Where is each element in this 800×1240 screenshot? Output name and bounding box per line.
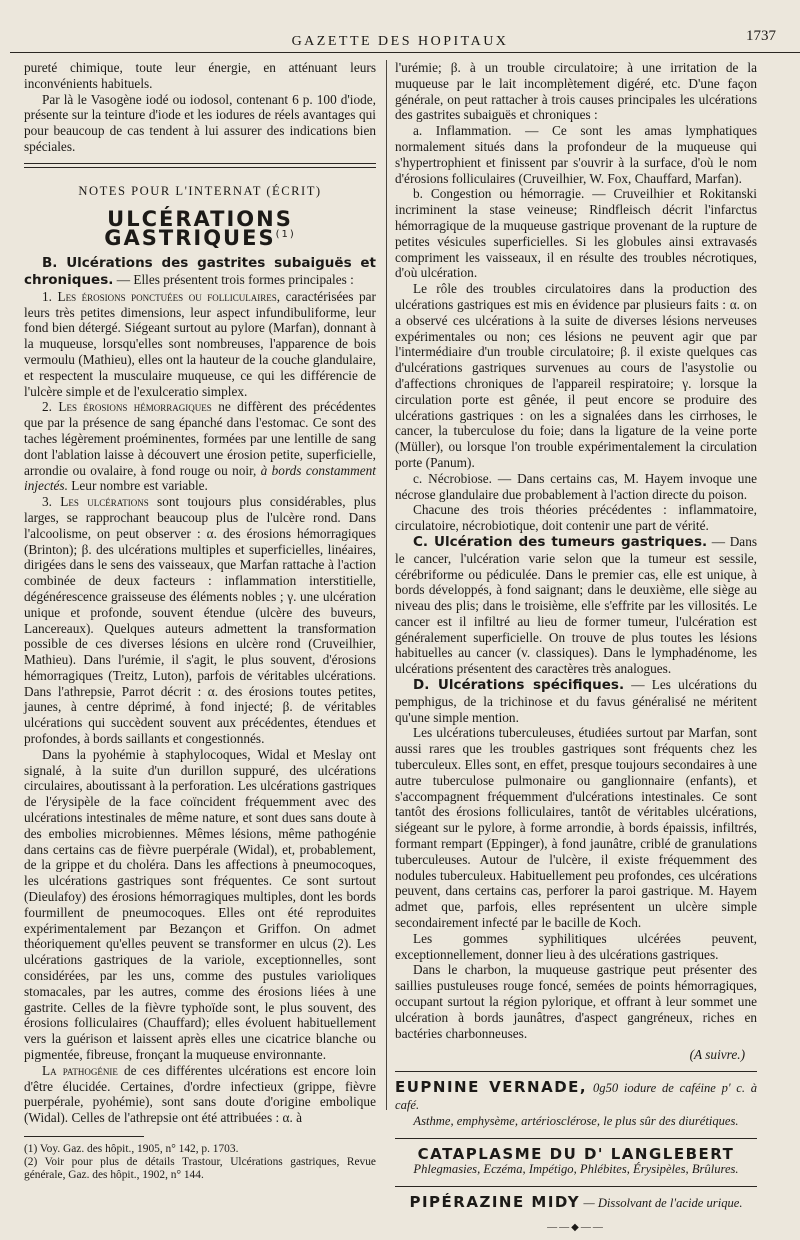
paragraph-syphilitiques: Les gommes syphilitiques ulcérées peuvent, exceptionnellement, donner lieu à des ulcérations gastriques. — [395, 930, 757, 962]
section-d-body: — Les ulcérations du pemphigus, de la trichinose et du favus généralisé ne méritent qu'une simple mention. — [395, 677, 757, 725]
paragraph-specifiques — [395, 677, 757, 725]
to-be-continued: (A suivre.) — [689, 1047, 745, 1063]
paragraph-tuberculeuses: Les ulcérations tuberculeuses, étudiées surtout par Marfan, sont aussi rares que les troubles gastriques sont fréquents chez les tuberculeux. Elles sont, en effet, presque toujours secondaires à une autre tuberculose pulmonaire ou ganglionnaire (enfants), et s'accompagnent fréquemment d'ulcérations intestinales. Ce sont tantôt des érosions folliculaires, tantôt de véritables ulcérations, siégeant sur le pylore, à forme arrondie, à bords épaissis, infiltrés, formant rempart (Eppinger), à fond jaunâtre, criblé de granulations tuberculeuses. Autour de l'ulcère, il existe fréquemment des nodules tuberculeux. Habituellement peu profondes, ces ulcérations peuvent, dans certains cas, perforer la paroi gastrique. M. Hayem admet que, parfois, elles représentent un ulcère simple secondairement infecté par le bacille de Koch. — [395, 725, 757, 931]
footnote-2: (2) Voir pour plus de détails Trastour, Ulcérations gastriques, Revue générale, Gaz. des hôpit., 1902, n° 144. — [24, 1156, 376, 1181]
left-column — [24, 60, 376, 1182]
article-title-ref: (1) — [275, 229, 296, 241]
paragraph-necrobiose: c. Nécrobiose. — Dans certains cas, M. Hayem invoque une nécrose glandulaire due probablement à l'action directe du poison. — [395, 470, 757, 502]
paragraph-pyohemie: Dans la pyohémie à staphylocoques, Widal et Meslay ont signalé, à la suite d'un durillon suppuré, des ulcérations circulaires, aboutissant à la perforation. Les ulcérations gastriques de l'érysipèle de la face coïncident fréquemment avec des ulcérations intestinales de même nature, et sont dues sans doute à des embolies microbiennes. Mêmes lésions, même pathogénie dans certains cas de fièvre puerpérale (Widal), et, probablement, de la grippe et du choléra. Dans les affections à pneumocoques, les ulcérations gastriques sont fréquentes. Ce sont surtout (Dieulafoy) des érosions hémorragiques multiples, dont les bords fourmillent de pneumocoques. Elles ont été reproduites expérimentalement par Bezançon et Griffon. On admet théoriquement qu'elles peuvent se transformer en ulcus (2). Les ulcérations gastriques de la variole, exceptionnelles, sont considérées, par les uns, comme des pustules varioliques stomacales, par les autres, comme des érosions liées à une gastrite. Celles de la fièvre typhoïde sont, le plus souvent, des érosions folliculaires (Chauffard); elles évoluent habituellement vers la guérison et laissent après elles une cicatrice blanche ou pigmentée, fibreuse, fronçant la muqueuse environnante. — [24, 746, 376, 1063]
section-c-title: C. Ulcération des tumeurs gastriques. — [413, 533, 708, 550]
paragraph-erosions-ponctuees — [24, 289, 376, 400]
paragraph-theories: Chacune des trois théories précédentes : inflammatoire, circulatoire, nécrobiotique, doit contenir une part de vérité. — [395, 502, 757, 534]
p2-tail: Leur nombre est variable. — [71, 478, 208, 494]
intro-paragraph-2: Par là le Vasogène iodé ou iodosol, contenant 6 p. 100 d'iode, présente sur la teinture d'iode et les iodures de réels avantages qui pour beaucoup de cas tendent à lui assurer des indications bien spéciales. — [24, 91, 376, 154]
ad-rule-2 — [395, 1138, 757, 1139]
p2-head: 2. Les érosions hémorragiques — [42, 399, 212, 415]
paragraph-pathogenie — [24, 1063, 376, 1126]
header-rule — [10, 52, 800, 53]
paragraph-charbon: Dans le charbon, la muqueuse gastrique peut présenter des saillies pustuleuses rouge foncé, semées de points hémorragiques, occupant surtout la région pylorique, et offrant à leur sommet une ulcération à bords jaunâtres, d'aspect gangréneux, riches en bactéries charbonneuses. — [395, 962, 757, 1041]
page-header — [20, 28, 780, 58]
p5-head: La pathogénie — [42, 1062, 118, 1078]
paragraph-troubles-circulatoires: Le rôle des troubles circulatoires dans la production des ulcérations gastriques est mis en évidence par plusieurs faits : α. on a observé ces ulcérations à la suite de diverses lésions nerveuses expérimentales ou non; ces lésions ne peuvent agir que par l'intermédiaire d'un trouble circulatoire; β. il existe quelques cas d'ulcérations gastriques survenues au cours de l'asystolie ou d'affections chroniques de l'appareil respiratoire; γ. lorsque la circulation porte est gênée, il peut encore se produire des ulcérations gastriques : on les a signalées dans les cirrhoses, le cancer, la tuberculose du foie; dans la ligature de la veine porte (Müller), ou lorsque l'on trouble expérimentalement la circulation porte (Panum). — [395, 281, 757, 470]
paragraph-erosions-hemorragiques — [24, 399, 376, 494]
right-column — [395, 60, 757, 1240]
ornament-divider: ——◆—— — [547, 1221, 605, 1233]
p3-body: sont toujours plus considérables, plus larges, se rapprochant beaucoup plus de l'ulcère rond. Dans l'alcoolisme, on peut observer : α. des érosions hémorragiques (Brinton); β. des ulcérations multiples et superficielles, linéaires, dirigées dans le sens des vaisseaux, que Marfan rattache à l'action combinée de deux facteurs : inflammation interstitielle, dégénérescence graisseuse des éléments nobles ; γ. une ulcération unique et profonde, souvent étendue (ulcère des buveurs, Lancereaux). Quelques auteurs admettent la transformation possible de ces diverses lésions en ulcère rond (Cruveilhier, Mathieu). Dans l'urémie, il s'agit, le plus souvent, d'érosions hémorragiques (Treitz, Luton), parfois de véritables ulcérations. Dans l'athrepsie, Parrot décrit : α. des érosions toutes petites, jaunes, à centre déprimé, à fond injecté; β. de véritables ulcérations qui succèdent souvent aux précédentes, étendues et profondes, à bords saillants et congestionnés. — [24, 494, 376, 747]
ad-piperazine-tagline: — Dissolvant de l'acide urique. — [583, 1196, 743, 1211]
article-title-text: ULCÉRATIONS GASTRIQUES — [104, 206, 293, 251]
paragraph-ulcerations — [24, 494, 376, 747]
ad-eupnine-name: EUPNINE VERNADE, — [395, 1078, 588, 1097]
paragraph-tumeurs — [395, 534, 757, 677]
ad-cataplasme-name: CATAPLASME DU D' LANGLEBERT — [417, 1144, 735, 1163]
notes-heading: NOTES POUR L'INTERNAT (ÉCRIT) — [78, 183, 322, 198]
p5-body: de ces différentes ulcérations est encore loin d'être élucidée. Certaines, d'ordre infectieux (grippe, fièvre puerpérale, pyohémie), sont sans doute d'origine embolique (Widal). Celles de l'athrepsie ont été attribuées : α. à — [24, 1062, 376, 1126]
ad-eupnine-tagline: Asthme, emphysème, artériosclérose, le plus sûr des diurétiques. — [413, 1113, 739, 1128]
section-b-title: B. Ulcérations des gastrites subaiguës et chroniques. — [24, 255, 376, 288]
ad-eupnine-detail: 0g50 iodure de caféine p' c. à café. — [395, 1081, 758, 1112]
ad-piperazine — [395, 1195, 757, 1212]
ad-rule-1 — [395, 1071, 757, 1072]
p2-body: ne diffèrent des précédentes que par la présence de sang épanché dans l'estomac. Ce sont des taches légèrement proéminentes, formées par une lentille de sang dont l'ablation laisse à découvert une érosion petite, superficielle, arrondie ou ovalaire, à fond rouge ou noir, — [24, 399, 376, 478]
p3-head: 3. Les ulcérations — [42, 494, 149, 510]
paragraph-congestion: b. Congestion ou hémorragie. — Cruveilhier et Rokitanski incriminent la stase veineuse; Rindfleisch décrit l'infarctus hémorragique de la muqueuse gastrique provenant de la rupture de petites vésicules superficielles. Si les globules ainsi extravasés compriment les vaisseaux, il en résulte des troubles nécrotiques, d'où ulcération. — [395, 186, 757, 281]
ad-eupnine — [395, 1080, 757, 1129]
section-b-intro: — Elles présentent trois formes principales : — [116, 271, 354, 287]
ad-piperazine-name: PIPÉRAZINE MIDY — [409, 1193, 581, 1212]
paragraph-uremie: l'urémie; β. à un trouble circulatoire; à une irritation de la muqueuse par le lait incomplètement digéré, etc. D'une façon générale, on peut rattacher à trois causes principales les ulcérations des gastrites subaiguës et chroniques : — [395, 60, 757, 123]
column-divider — [386, 60, 387, 1110]
section-c-body: — Dans le cancer, l'ulcération varie selon que la tumeur est sessile, cérébriforme ou pédiculée. Dans le premier cas, elle est unique, à bords développés, à fond saignant; dans le deuxième, elle siège au niveau des plis; dans le troisième, elle s'effrite par les villosités. Le cancer est il infiltré au lieu de former tumeur, l'ulcération est généralement superficielle. On trouve de plus toutes les lésions habituelles au cancer (v. classiques). Dans le lymphadénome, les ulcérations présentent des caractères très analogues. — [395, 533, 758, 677]
ad-rule-3 — [395, 1186, 757, 1187]
section-divider — [24, 163, 376, 168]
ad-cataplasme — [395, 1144, 757, 1179]
journal-title: GAZETTE DES HOPITAUX — [291, 34, 509, 49]
page-number: 1737 — [746, 28, 776, 44]
paragraph-inflammation: a. Inflammation. — Ce sont les amas lymphatiques normalement situés dans la profondeur de la muqueuse qui s'hypertrophient et finissent par s'ouvrir à la surface, d'où le nom d'érosions folliculaires (Cruveilhier, W. Fox, Chauffard, Marfan). — [395, 123, 757, 186]
p1-head: 1. Les érosions ponctuées ou folliculaires, — [42, 288, 281, 304]
p1-body: caractérisées par leurs très petites dimensions, leur aspect infundibuliforme, leur fond bien détergé. Siégeant surtout au pylore (Marfan), donnant à la muqueuse, lorsqu'elles sont nombreuses, l'apparence de bois vermoulu (Mathieu), elles ont la hauteur de la couche glandulaire, et respectent la musculaire muqueuse, ce qui les différencie de l'ulcère simple et de l'exulceratio simplex. — [24, 288, 376, 399]
footnote-rule — [24, 1136, 144, 1137]
article-title — [24, 206, 376, 251]
p2-emphasis: à bords constamment injectés. — [24, 462, 376, 494]
intro-paragraph-1: pureté chimique, toute leur énergie, en atténuant leurs inconvénients habituels. — [24, 60, 376, 91]
footnote-1: (1) Voy. Gaz. des hôpit., 1905, n° 142, p. 1703. — [24, 1143, 239, 1155]
section-d-title: D. Ulcérations spécifiques. — [413, 677, 625, 694]
ad-cataplasme-tagline: Phlegmasies, Eczéma, Impétigo, Phlébites, Érysipèles, Brûlures. — [413, 1162, 739, 1177]
